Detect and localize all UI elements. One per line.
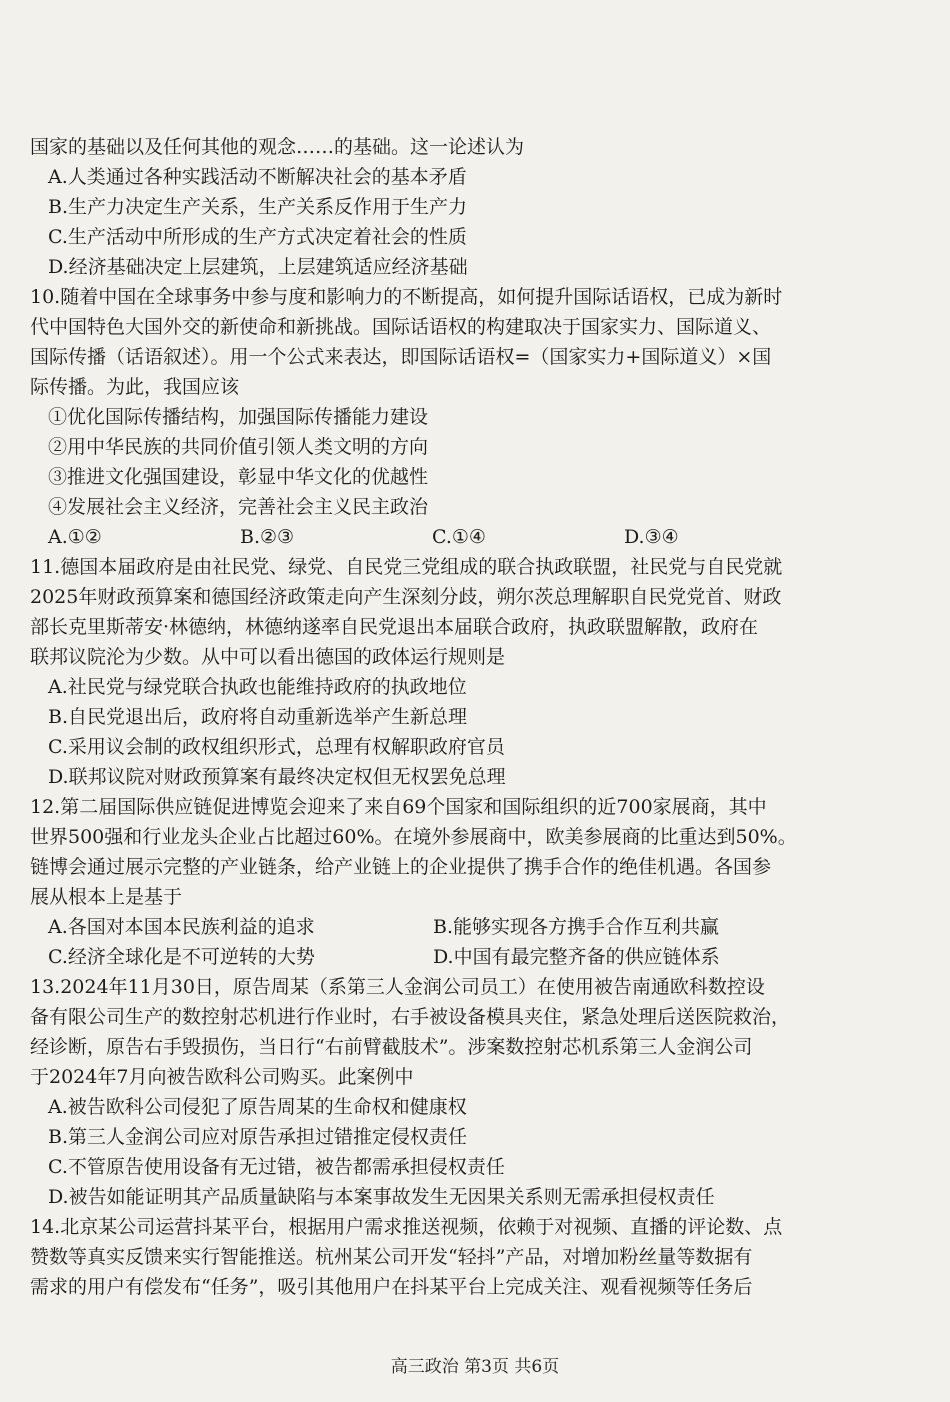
question-stem-line: 经诊断，原告右手毁损伤，当日行“右前臂截肢术”。涉案数控射芯机系第三人金润公司	[30, 1036, 753, 1058]
choice-b: B.②③	[240, 526, 295, 548]
question-stem-line: 联邦议院沦为少数。从中可以看出德国的政体运行规则是	[30, 646, 506, 668]
option-row	[30, 912, 830, 942]
question-11	[30, 552, 830, 792]
page-footer: 高三政治 第3页 共6页	[390, 1357, 560, 1377]
question-stem-line: 10.随着中国在全球事务中参与度和影响力的不断提高，如何提升国际话语权，已成为新时	[30, 286, 783, 308]
question-stem-line: 世界500强和行业龙头企业占比超过60%。在境外参展商中，欧美参展商的比重达到50%。	[30, 826, 797, 848]
statement-4: ④发展社会主义经济，完善社会主义民主政治	[48, 496, 429, 518]
question-stem-line: 际传播。为此，我国应该	[30, 376, 240, 398]
option-b: B.能够实现各方携手合作互利共赢	[433, 916, 720, 938]
option-c: C.采用议会制的政权组织形式，总理有权解职政府官员	[48, 736, 505, 758]
question-stem-line: 部长克里斯蒂安·林德纳，林德纳遂率自民党退出本届联合政府，执政联盟解散，政府在	[30, 616, 759, 638]
choice-a: A.①②	[48, 526, 102, 548]
option-b: B.自民党退出后，政府将自动重新选举产生新总理	[48, 706, 468, 728]
statement-2: ②用中华民族的共同价值引领人类文明的方向	[48, 436, 429, 458]
option-a: A.社民党与绿党联合执政也能维持政府的执政地位	[48, 676, 467, 698]
option-d: D.经济基础决定上层建筑，上层建筑适应经济基础	[48, 256, 468, 278]
question-10	[30, 282, 830, 552]
option-d: D.中国有最完整齐备的供应链体系	[433, 946, 720, 968]
option-a: A.人类通过各种实践活动不断解决社会的基本矛盾	[48, 166, 467, 188]
option-b: B.第三人金润公司应对原告承担过错推定侵权责任	[48, 1126, 468, 1148]
question-stem-line: 代中国特色大国外交的新使命和新挑战。国际话语权的构建取决于国家实力、国际道义、	[30, 316, 772, 338]
question-stem-line: 13.2024年11月30日，原告周某（系第三人金润公司员工）在使用被告南通欧科数控设	[30, 976, 765, 998]
question-stem-line: 2025年财政预算案和德国经济政策走向产生深刻分歧，朔尔茨总理解职自民党党首、财政	[30, 586, 782, 608]
question-12	[30, 792, 830, 972]
choice-c: C.①④	[432, 526, 486, 548]
option-d: D.被告如能证明其产品质量缺陷与本案事故发生无因果关系则无需承担侵权责任	[48, 1186, 715, 1208]
option-c: C.生产活动中所形成的生产方式决定着社会的性质	[48, 226, 467, 248]
question-stem-line: 14.北京某公司运营抖某平台，根据用户需求推送视频，依赖于对视频、直播的评论数、点	[30, 1216, 783, 1238]
question-stem-line: 国家的基础以及任何其他的观念……的基础。这一论述认为	[30, 136, 525, 158]
question-stem-line: 链博会通过展示完整的产业链条，给产业链上的企业提供了携手合作的绝佳机遇。各国参	[30, 856, 772, 878]
option-a: A.各国对本国本民族利益的追求	[48, 916, 315, 938]
option-c: C.经济全球化是不可逆转的大势	[48, 946, 315, 968]
question-stem-line: 于2024年7月向被告欧科公司购买。此案例中	[30, 1066, 414, 1088]
choice-d: D.③④	[624, 526, 679, 548]
option-d: D.联邦议院对财政预算案有最终决定权但无权罢免总理	[48, 766, 506, 788]
question-stem-line: 备有限公司生产的数控射芯机进行作业时，右手被设备模具夹住，紧急处理后送医院救治，	[30, 1006, 791, 1028]
question-stem-line: 国际传播（话语叙述）。用一个公式来表达，即国际话语权=（国家实力+国际道义）×国	[30, 346, 772, 368]
option-c: C.不管原告使用设备有无过错，被告都需承担侵权责任	[48, 1156, 505, 1178]
page-content	[30, 132, 830, 1302]
question-stem-line: 12.第二届国际供应链促进博览会迎来了来自69个国家和国际组织的近700家展商，其中	[30, 796, 767, 818]
option-b: B.生产力决定生产关系，生产关系反作用于生产力	[48, 196, 468, 218]
question-stem-line: 11.德国本届政府是由社民党、绿党、自民党三党组成的联合执政联盟，社民党与自民党就	[30, 556, 783, 578]
choice-row	[30, 522, 830, 552]
statement-1: ①优化国际传播结构，加强国际传播能力建设	[48, 406, 429, 428]
question-14	[30, 1212, 830, 1302]
question-13	[30, 972, 830, 1212]
question-stem-line: 赞数等真实反馈来实行智能推送。杭州某公司开发“轻抖”产品，对增加粉丝量等数据有	[30, 1246, 753, 1268]
option-a: A.被告欧科公司侵犯了原告周某的生命权和健康权	[48, 1096, 467, 1118]
statement-3: ③推进文化强国建设，彰显中华文化的优越性	[48, 466, 429, 488]
question-stem-line: 展从根本上是基于	[30, 886, 183, 908]
option-row	[30, 942, 830, 972]
question-stem-line: 需求的用户有偿发布“任务”，吸引其他用户在抖某平台上完成关注、观看视频等任务后	[30, 1276, 753, 1298]
question-9-tail	[30, 132, 830, 282]
